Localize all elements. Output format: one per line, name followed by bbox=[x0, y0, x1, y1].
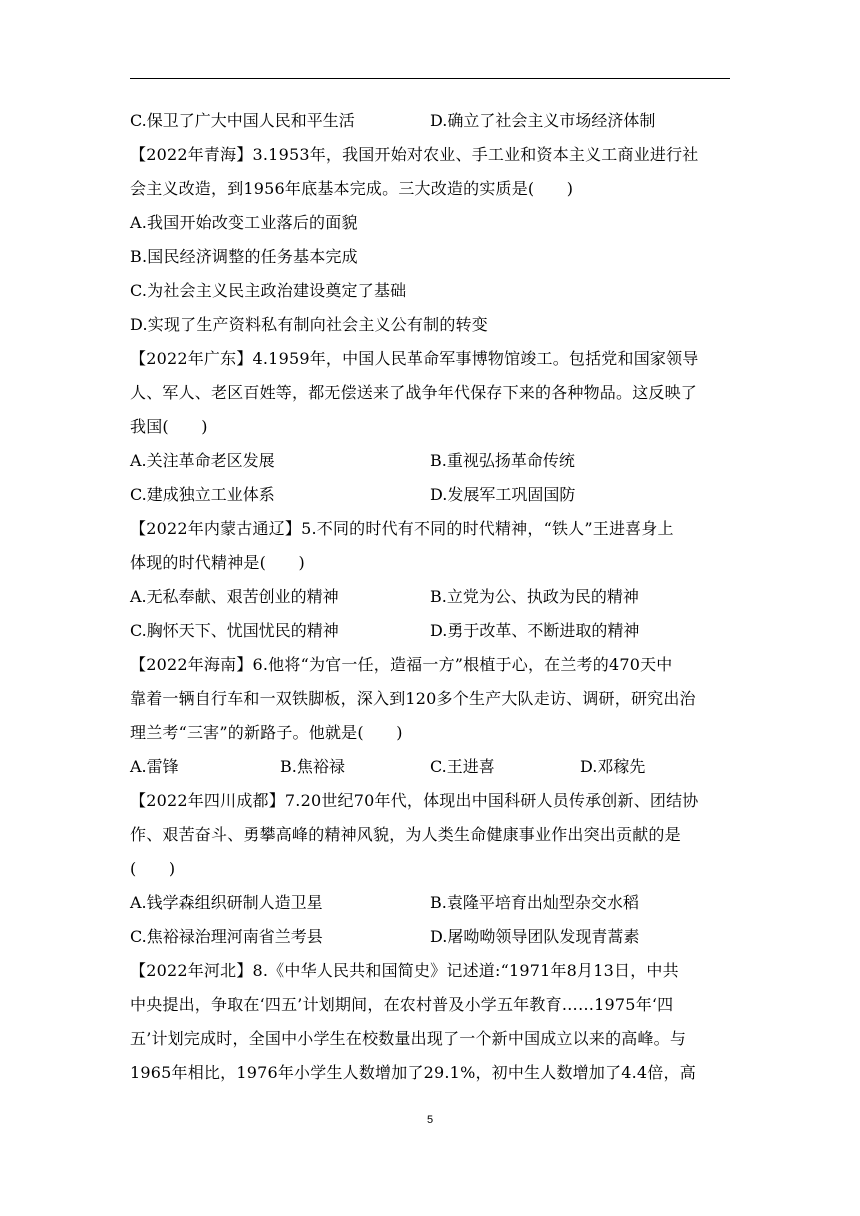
q8-stem-line-1: 【2022年河北】8.《中华人民共和国简史》记述道:“1971年8月13日，中共 bbox=[130, 961, 679, 980]
q4-option-d: D.发展军工巩固国防 bbox=[430, 485, 576, 504]
q6-stem-line-3: 理兰考“三害”的新路子。他就是( ) bbox=[130, 723, 403, 742]
q3-option-a: A.我国开始改变工业落后的面貌 bbox=[130, 213, 358, 232]
q7-stem-line-2: 作、艰苦奋斗、勇攀高峰的精神风貌，为人类生命健康事业作出突出贡献的是 bbox=[130, 825, 681, 844]
q2-options-cd bbox=[130, 104, 730, 138]
q2-option-c: C.保卫了广大中国人民和平生活 bbox=[130, 111, 355, 130]
header-rule bbox=[130, 78, 730, 79]
q7-option-a: A.钱学森组织研制人造卫星 bbox=[130, 893, 323, 912]
q3-option-d: D.实现了生产资料私有制向社会主义公有制的转变 bbox=[130, 315, 488, 334]
q7-option-c: C.焦裕禄治理河南省兰考县 bbox=[130, 927, 323, 946]
q5-stem-line-1: 【2022年内蒙古通辽】5.不同的时代有不同的时代精神，“铁人”王进喜身上 bbox=[130, 519, 674, 538]
page-number: 5 bbox=[426, 1114, 434, 1126]
q4-stem-line-3: 我国( ) bbox=[130, 417, 208, 436]
q7-stem-line-1: 【2022年四川成都】7.20世纪70年代，体现出中国科研人员传承创新、团结协 bbox=[130, 791, 699, 810]
q3-option-b: B.国民经济调整的任务基本完成 bbox=[130, 247, 358, 266]
q8-stem-line-2: 中央提出，争取在‘四五’计划期间，在农村普及小学五年教育……1975年‘四 bbox=[130, 995, 674, 1014]
q4-options-cd bbox=[130, 478, 730, 512]
q2-option-d: D.确立了社会主义市场经济体制 bbox=[430, 111, 656, 130]
q6-option-d: D.邓稼先 bbox=[580, 757, 646, 776]
q3-option-c: C.为社会主义民主政治建设奠定了基础 bbox=[130, 281, 407, 300]
q7-stem-line-3: ( ) bbox=[130, 859, 176, 878]
question-content bbox=[130, 104, 730, 1090]
q4-options-ab bbox=[130, 444, 730, 478]
q6-stem-line-1: 【2022年海南】6.他将“为官一任，造福一方”根植于心，在兰考的470天中 bbox=[130, 655, 673, 674]
q6-option-c: C.王进喜 bbox=[430, 757, 495, 776]
q3-stem-line-2: 会主义改造，到1956年底基本完成。三大改造的实质是( ) bbox=[130, 179, 574, 198]
q5-option-d: D.勇于改革、不断进取的精神 bbox=[430, 621, 640, 640]
q4-option-c: C.建成独立工业体系 bbox=[130, 485, 275, 504]
q5-stem-line-2: 体现的时代精神是( ) bbox=[130, 553, 305, 572]
q7-options-cd bbox=[130, 920, 730, 954]
q7-option-d: D.屠呦呦领导团队发现青蒿素 bbox=[430, 927, 640, 946]
q4-option-b: B.重视弘扬革命传统 bbox=[430, 451, 575, 470]
q6-option-a: A.雷锋 bbox=[130, 757, 179, 776]
q5-option-c: C.胸怀天下、忧国忧民的精神 bbox=[130, 621, 339, 640]
q4-stem-line-1: 【2022年广东】4.1959年，中国人民革命军事博物馆竣工。包括党和国家领导 bbox=[130, 349, 699, 368]
q5-options-ab bbox=[130, 580, 730, 614]
q5-options-cd bbox=[130, 614, 730, 648]
q6-stem-line-2: 靠着一辆自行车和一双铁脚板，深入到120多个生产大队走访、调研，研究出治 bbox=[130, 689, 696, 708]
q3-stem-line-1: 【2022年青海】3.1953年，我国开始对农业、手工业和资本主义工商业进行社 bbox=[130, 145, 699, 164]
q4-option-a: A.关注革命老区发展 bbox=[130, 451, 275, 470]
q8-stem-line-4: 1965年相比，1976年小学生人数增加了29.1%，初中生人数增加了4.4倍，高 bbox=[130, 1063, 696, 1082]
q5-option-b: B.立党为公、执政为民的精神 bbox=[430, 587, 639, 606]
q7-option-b: B.袁隆平培育出灿型杂交水稻 bbox=[430, 893, 639, 912]
q6-option-b: B.焦裕禄 bbox=[280, 757, 345, 776]
q8-stem-line-3: 五’计划完成时，全国中小学生在校数量出现了一个新中国成立以来的高峰。与 bbox=[130, 1029, 687, 1048]
q7-options-ab bbox=[130, 886, 730, 920]
q6-options bbox=[130, 750, 730, 784]
q4-stem-line-2: 人、军人、老区百姓等，都无偿送来了战争年代保存下来的各种物品。这反映了 bbox=[130, 383, 698, 402]
q5-option-a: A.无私奉献、艰苦创业的精神 bbox=[130, 587, 339, 606]
